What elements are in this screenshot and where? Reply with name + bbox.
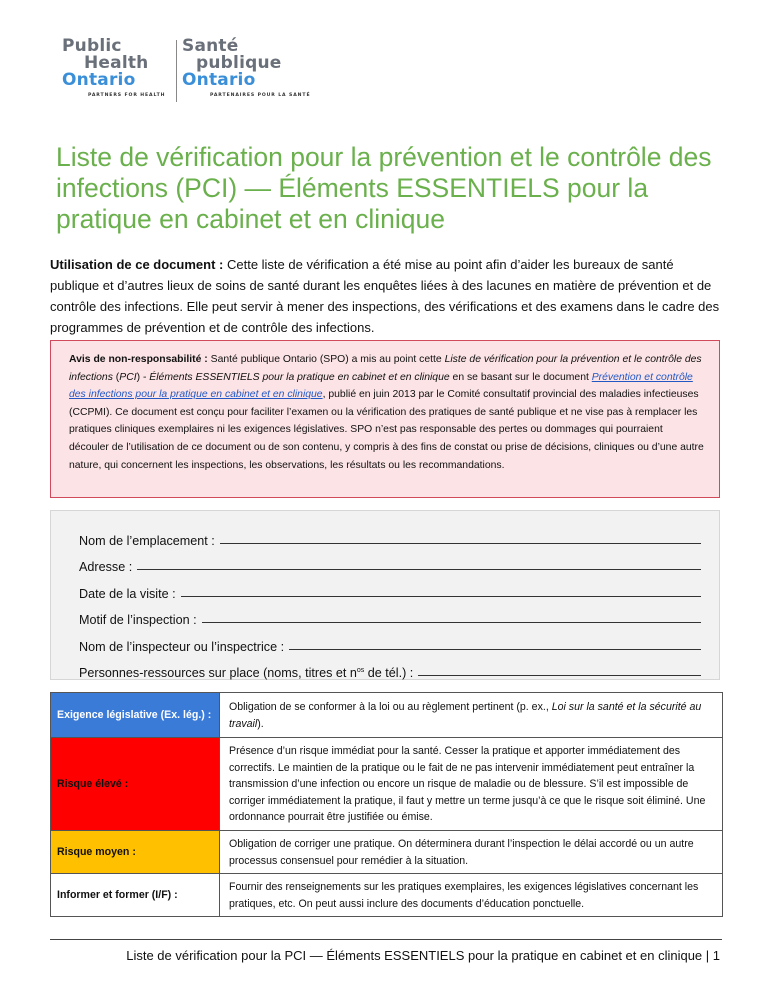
logo-fr-line2: publique	[196, 53, 282, 73]
location-line[interactable]	[220, 543, 701, 544]
pho-logo	[62, 38, 332, 106]
inspector-label: Nom de l’inspecteur ou l’inspectrice :	[79, 639, 285, 654]
contacts-label	[79, 666, 418, 680]
reason-label: Motif de l’inspection :	[79, 613, 197, 627]
reason-field	[79, 601, 709, 628]
reason-line[interactable]	[202, 622, 701, 623]
high-risk-key: Risque élevé :	[51, 738, 220, 831]
disclaimer-text-1: Santé publique Ontario (SPO) a mis au point cette	[207, 354, 445, 365]
legislative-italic: Loi sur la santé et la sécurité au travail	[229, 700, 702, 730]
medium-risk-key: Risque moyen :	[51, 830, 220, 873]
disclaimer-text-2: (	[112, 371, 120, 383]
disclaimer-italic-1: Liste de vérification pour la prévention et le contrôle des infections	[69, 354, 702, 383]
logo-fr-tagline: PARTENAIRES POUR LA SANTÉ	[210, 93, 311, 98]
usage-text: Cette liste de vérification a été mise au point afin d’aider les bureaux de santé publique et d’autres lieux de soins de santé durant les enquêtes liées à des lacunes en matière de prévention et de contrôle des infections. Elle peut servir à mener des inspections, des vérifications et des examens dans le cadre des programmes de prévention et de contrôle des infections.	[50, 257, 720, 335]
inspector-field	[79, 627, 709, 654]
medium-risk-description: Obligation de corriger une pratique. On déterminera durant l’inspection le délai accordé ou un autre processus consensuel pour remédier à la situation.	[220, 830, 723, 873]
logo-en-line1: Public	[62, 36, 122, 56]
legislative-text-2: ).	[257, 717, 264, 730]
address-field	[79, 548, 709, 575]
inspector-line[interactable]	[289, 649, 701, 650]
visit-date-line[interactable]	[181, 596, 701, 597]
disclaimer-text-5: , publié en juin 2013 par le Comité consultatif provincial des maladies infectieuses (CCPMI). Ce document est conçu pour faciliter l’examen ou la vérification des pratiques de santé publique et ne vise pas à remplacer les pratiques cliniques exemplaires ni les exigences législatives. SPO n’est pas responsable des pertes ou dommages qui pourraient découler de l’utilisation de ce document ou de son contenu, y compris à des fins de constat ou prise de décisions, cliniques ou d’une autre nature, qui concernent les inspections, les observations, les résultats ou les recommandations.	[69, 389, 704, 471]
logo-english	[62, 38, 165, 98]
disclaimer-italic-2: PCI	[119, 371, 137, 383]
inform-train-key: Informer et former (I/F) :	[51, 874, 220, 917]
footer-rule	[50, 939, 722, 940]
legend-row-high-risk	[51, 738, 723, 831]
inform-train-description: Fournir des renseignements sur les pratiques exemplaires, les exigences législatives concernant les pratiques, etc. On peut aussi inclure des documents d’éducation ponctuelle.	[220, 874, 723, 917]
contacts-line[interactable]	[418, 675, 701, 676]
page-footer: Liste de vérification pour la PCI — Éléments ESSENTIELS pour la pratique en cabinet et en clinique | 1	[126, 948, 720, 963]
location-label: Nom de l’emplacement :	[79, 533, 215, 548]
legend-row-legislative	[51, 693, 723, 738]
visit-date-label: Date de la visite :	[79, 586, 176, 601]
logo-divider	[176, 40, 177, 102]
address-line[interactable]	[137, 569, 701, 570]
facility-info-box	[50, 510, 720, 680]
page-title: Liste de vérification pour la prévention et le contrôle des infections (PCI) — Éléments ESSENTIELS pour la pratique en cabinet et en clinique	[56, 142, 712, 234]
logo-en-tagline: PARTNERS FOR HEALTH	[88, 93, 166, 98]
high-risk-description: Présence d’un risque immédiat pour la santé. Cesser la pratique et apporter immédiatement des correctifs. Le maintien de la pratique ou le fait de ne pas intervenir immédiatement peut entraîner la transmission d’une infection ou encore un risque de maladie ou de blessure. S’il est impossible de corriger immédiatement la pratique, il faut y mettre un terme jusqu’à ce que le risque soit éliminé. Une ordonnance pourrait être justifiée ou émise.	[220, 738, 723, 831]
logo-fr-line3: Ontario	[182, 70, 256, 90]
contacts-field	[79, 654, 709, 681]
logo-french	[182, 38, 311, 98]
address-label: Adresse :	[79, 560, 133, 574]
contacts-label-sup: os	[356, 666, 365, 674]
visit-date-field	[79, 574, 709, 601]
contacts-label-pre: Personnes-ressources sur place (noms, titres et n	[79, 666, 357, 680]
risk-legend-table	[50, 692, 723, 917]
disclaimer-italic-3: Éléments ESSENTIELS pour la pratique en cabinet et en clinique	[149, 371, 450, 383]
legislative-text-1: Obligation de se conformer à la loi ou au règlement pertinent (p. ex.,	[229, 700, 552, 713]
legislative-description	[220, 693, 723, 738]
logo-fr-line1: Santé	[182, 36, 239, 56]
legend-row-medium-risk	[51, 830, 723, 873]
disclaimer-label: Avis de non-responsabilité :	[69, 354, 208, 365]
legislative-key: Exigence législative (Ex. lég.) :	[51, 693, 220, 738]
logo-en-line3: Ontario	[62, 70, 136, 90]
usage-paragraph	[50, 254, 722, 338]
logo-en-line2: Health	[84, 53, 149, 73]
disclaimer-box	[50, 340, 720, 498]
disclaimer-text-3: ) -	[136, 371, 150, 383]
disclaimer-text-4: en se basant sur le document	[449, 371, 592, 383]
usage-label: Utilisation de ce document :	[50, 257, 224, 272]
legend-row-inform-train	[51, 874, 723, 917]
contacts-label-post: de tél.) :	[364, 666, 414, 680]
ccpmi-document-link-text: Prévention et contrôle des infections pour la pratique en cabinet et en clinique	[69, 371, 693, 401]
location-field	[79, 521, 709, 548]
